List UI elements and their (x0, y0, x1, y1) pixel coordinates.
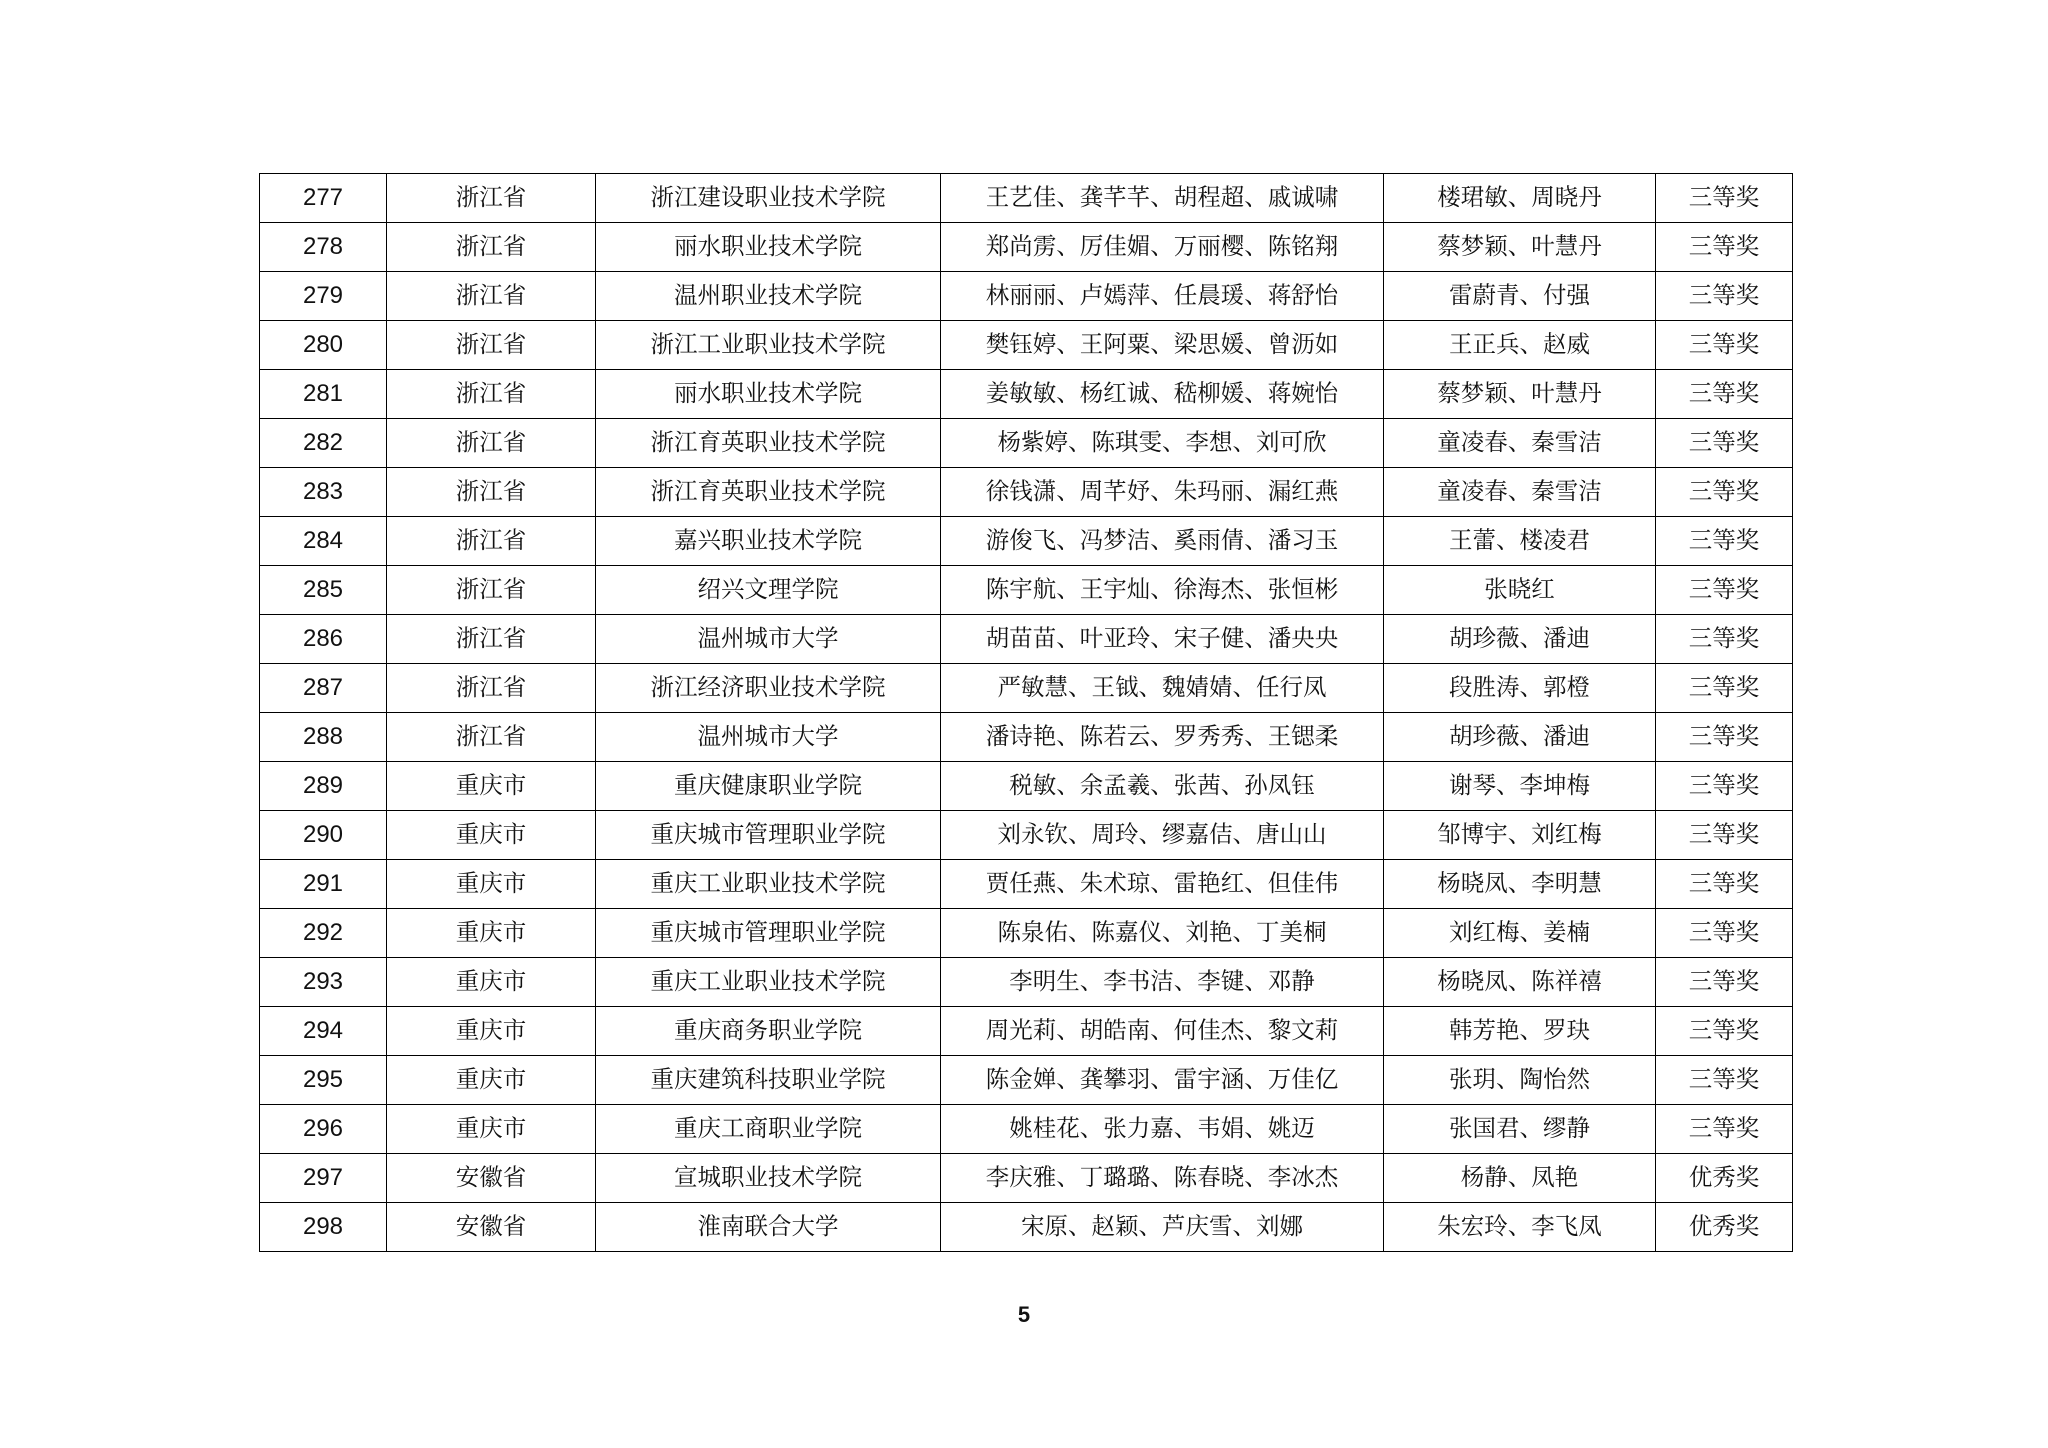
province-cell: 浙江省 (387, 517, 596, 566)
award-level-cell: 三等奖 (1656, 811, 1793, 860)
school-cell: 温州城市大学 (596, 615, 941, 664)
row-number-cell: 291 (260, 860, 387, 909)
school-cell: 丽水职业技术学院 (596, 223, 941, 272)
award-level-cell: 三等奖 (1656, 321, 1793, 370)
table-row (260, 1203, 1793, 1252)
students-cell: 刘永钦、周玲、缪嘉佶、唐山山 (941, 811, 1384, 860)
students-cell: 郑尚雳、厉佳媚、万丽樱、陈铭翔 (941, 223, 1384, 272)
teachers-cell: 杨晓凤、李明慧 (1384, 860, 1656, 909)
table-row (260, 762, 1793, 811)
province-cell: 重庆市 (387, 909, 596, 958)
table-row (260, 713, 1793, 762)
teachers-cell: 雷蔚青、付强 (1384, 272, 1656, 321)
teachers-cell: 杨晓凤、陈祥禧 (1384, 958, 1656, 1007)
table-row (260, 370, 1793, 419)
province-cell: 重庆市 (387, 762, 596, 811)
students-cell: 林丽丽、卢嫣萍、任晨瑗、蒋舒怡 (941, 272, 1384, 321)
table-row (260, 958, 1793, 1007)
table-row (260, 1105, 1793, 1154)
row-number-cell: 293 (260, 958, 387, 1007)
row-number-cell: 297 (260, 1154, 387, 1203)
province-cell: 浙江省 (387, 223, 596, 272)
province-cell: 浙江省 (387, 468, 596, 517)
students-cell: 李庆雅、丁璐璐、陈春晓、李冰杰 (941, 1154, 1384, 1203)
award-level-cell: 三等奖 (1656, 468, 1793, 517)
students-cell: 陈金婵、龚攀羽、雷宇涵、万佳亿 (941, 1056, 1384, 1105)
province-cell: 安徽省 (387, 1154, 596, 1203)
province-cell: 重庆市 (387, 1105, 596, 1154)
award-level-cell: 优秀奖 (1656, 1154, 1793, 1203)
teachers-cell: 张玥、陶怡然 (1384, 1056, 1656, 1105)
teachers-cell: 朱宏玲、李飞凤 (1384, 1203, 1656, 1252)
table-row (260, 174, 1793, 223)
row-number-cell: 296 (260, 1105, 387, 1154)
province-cell: 浙江省 (387, 321, 596, 370)
teachers-cell: 王蕾、楼凌君 (1384, 517, 1656, 566)
students-cell: 胡苗苗、叶亚玲、宋子健、潘央央 (941, 615, 1384, 664)
row-number-cell: 281 (260, 370, 387, 419)
students-cell: 姚桂花、张力嘉、韦娟、姚迈 (941, 1105, 1384, 1154)
teachers-cell: 童凌春、秦雪洁 (1384, 468, 1656, 517)
province-cell: 重庆市 (387, 958, 596, 1007)
table-row (260, 517, 1793, 566)
school-cell: 重庆工商职业学院 (596, 1105, 941, 1154)
school-cell: 重庆健康职业学院 (596, 762, 941, 811)
row-number-cell: 290 (260, 811, 387, 860)
teachers-cell: 童凌春、秦雪洁 (1384, 419, 1656, 468)
province-cell: 重庆市 (387, 1056, 596, 1105)
school-cell: 温州职业技术学院 (596, 272, 941, 321)
students-cell: 樊钰婷、王阿粟、梁思媛、曾沥如 (941, 321, 1384, 370)
teachers-cell: 谢琴、李坤梅 (1384, 762, 1656, 811)
award-list-table (259, 173, 1793, 1252)
province-cell: 浙江省 (387, 174, 596, 223)
school-cell: 浙江建设职业技术学院 (596, 174, 941, 223)
teachers-cell: 王正兵、赵威 (1384, 321, 1656, 370)
school-cell: 温州城市大学 (596, 713, 941, 762)
students-cell: 贾任燕、朱术琼、雷艳红、但佳伟 (941, 860, 1384, 909)
table-row (260, 1007, 1793, 1056)
students-cell: 严敏慧、王钺、魏婧婧、任行凤 (941, 664, 1384, 713)
row-number-cell: 278 (260, 223, 387, 272)
row-number-cell: 282 (260, 419, 387, 468)
school-cell: 嘉兴职业技术学院 (596, 517, 941, 566)
award-level-cell: 三等奖 (1656, 174, 1793, 223)
students-cell: 姜敏敏、杨红诚、嵇柳媛、蒋婉怡 (941, 370, 1384, 419)
school-cell: 浙江工业职业技术学院 (596, 321, 941, 370)
students-cell: 徐钱潇、周芊妤、朱玛丽、漏红燕 (941, 468, 1384, 517)
table-row (260, 615, 1793, 664)
row-number-cell: 279 (260, 272, 387, 321)
table-row (260, 811, 1793, 860)
table-row (260, 272, 1793, 321)
students-cell: 杨紫婷、陈琪雯、李想、刘可欣 (941, 419, 1384, 468)
students-cell: 游俊飞、冯梦洁、奚雨倩、潘习玉 (941, 517, 1384, 566)
teachers-cell: 段胜涛、郭橙 (1384, 664, 1656, 713)
row-number-cell: 277 (260, 174, 387, 223)
award-level-cell: 三等奖 (1656, 762, 1793, 811)
students-cell: 李明生、李书洁、李键、邓静 (941, 958, 1384, 1007)
award-level-cell: 三等奖 (1656, 664, 1793, 713)
award-table-body (260, 174, 1793, 1252)
students-cell: 王艺佳、龚芊芊、胡程超、戚诚啸 (941, 174, 1384, 223)
school-cell: 宣城职业技术学院 (596, 1154, 941, 1203)
school-cell: 浙江育英职业技术学院 (596, 419, 941, 468)
award-level-cell: 三等奖 (1656, 272, 1793, 321)
award-level-cell: 三等奖 (1656, 909, 1793, 958)
table-row (260, 419, 1793, 468)
table-row (260, 860, 1793, 909)
province-cell: 安徽省 (387, 1203, 596, 1252)
teachers-cell: 张晓红 (1384, 566, 1656, 615)
teachers-cell: 张国君、缪静 (1384, 1105, 1656, 1154)
award-level-cell: 三等奖 (1656, 419, 1793, 468)
province-cell: 浙江省 (387, 713, 596, 762)
teachers-cell: 刘红梅、姜楠 (1384, 909, 1656, 958)
teachers-cell: 楼珺敏、周晓丹 (1384, 174, 1656, 223)
province-cell: 浙江省 (387, 615, 596, 664)
students-cell: 周光莉、胡皓南、何佳杰、黎文莉 (941, 1007, 1384, 1056)
province-cell: 浙江省 (387, 370, 596, 419)
award-level-cell: 三等奖 (1656, 566, 1793, 615)
teachers-cell: 韩芳艳、罗玦 (1384, 1007, 1656, 1056)
row-number-cell: 289 (260, 762, 387, 811)
school-cell: 重庆工业职业技术学院 (596, 860, 941, 909)
row-number-cell: 283 (260, 468, 387, 517)
row-number-cell: 280 (260, 321, 387, 370)
students-cell: 宋原、赵颖、芦庆雪、刘娜 (941, 1203, 1384, 1252)
province-cell: 重庆市 (387, 860, 596, 909)
table-row (260, 223, 1793, 272)
award-level-cell: 三等奖 (1656, 1056, 1793, 1105)
award-level-cell: 三等奖 (1656, 1105, 1793, 1154)
row-number-cell: 287 (260, 664, 387, 713)
school-cell: 重庆城市管理职业学院 (596, 811, 941, 860)
row-number-cell: 292 (260, 909, 387, 958)
award-level-cell: 三等奖 (1656, 713, 1793, 762)
row-number-cell: 295 (260, 1056, 387, 1105)
teachers-cell: 杨静、凤艳 (1384, 1154, 1656, 1203)
award-level-cell: 三等奖 (1656, 615, 1793, 664)
school-cell: 重庆建筑科技职业学院 (596, 1056, 941, 1105)
table-row (260, 566, 1793, 615)
row-number-cell: 285 (260, 566, 387, 615)
award-level-cell: 三等奖 (1656, 517, 1793, 566)
students-cell: 潘诗艳、陈若云、罗秀秀、王锶柔 (941, 713, 1384, 762)
table-row (260, 1056, 1793, 1105)
school-cell: 重庆工业职业技术学院 (596, 958, 941, 1007)
students-cell: 陈泉佑、陈嘉仪、刘艳、丁美桐 (941, 909, 1384, 958)
row-number-cell: 298 (260, 1203, 387, 1252)
award-level-cell: 三等奖 (1656, 1007, 1793, 1056)
province-cell: 重庆市 (387, 811, 596, 860)
table-row (260, 909, 1793, 958)
table-row (260, 1154, 1793, 1203)
school-cell: 重庆商务职业学院 (596, 1007, 941, 1056)
award-level-cell: 三等奖 (1656, 958, 1793, 1007)
teachers-cell: 胡珍薇、潘迪 (1384, 615, 1656, 664)
row-number-cell: 294 (260, 1007, 387, 1056)
students-cell: 陈宇航、王宇灿、徐海杰、张恒彬 (941, 566, 1384, 615)
award-level-cell: 三等奖 (1656, 223, 1793, 272)
school-cell: 浙江经济职业技术学院 (596, 664, 941, 713)
page-number: 5 (1017, 1302, 1031, 1327)
row-number-cell: 288 (260, 713, 387, 762)
students-cell: 税敏、余孟羲、张茜、孙凤钰 (941, 762, 1384, 811)
school-cell: 浙江育英职业技术学院 (596, 468, 941, 517)
award-level-cell: 三等奖 (1656, 370, 1793, 419)
province-cell: 浙江省 (387, 419, 596, 468)
award-level-cell: 三等奖 (1656, 860, 1793, 909)
school-cell: 淮南联合大学 (596, 1203, 941, 1252)
school-cell: 绍兴文理学院 (596, 566, 941, 615)
teachers-cell: 邹博宇、刘红梅 (1384, 811, 1656, 860)
teachers-cell: 胡珍薇、潘迪 (1384, 713, 1656, 762)
table-row (260, 468, 1793, 517)
table-row (260, 321, 1793, 370)
row-number-cell: 286 (260, 615, 387, 664)
teachers-cell: 蔡梦颖、叶慧丹 (1384, 223, 1656, 272)
award-level-cell: 优秀奖 (1656, 1203, 1793, 1252)
province-cell: 浙江省 (387, 664, 596, 713)
province-cell: 重庆市 (387, 1007, 596, 1056)
row-number-cell: 284 (260, 517, 387, 566)
table-row (260, 664, 1793, 713)
teachers-cell: 蔡梦颖、叶慧丹 (1384, 370, 1656, 419)
school-cell: 重庆城市管理职业学院 (596, 909, 941, 958)
province-cell: 浙江省 (387, 566, 596, 615)
school-cell: 丽水职业技术学院 (596, 370, 941, 419)
province-cell: 浙江省 (387, 272, 596, 321)
